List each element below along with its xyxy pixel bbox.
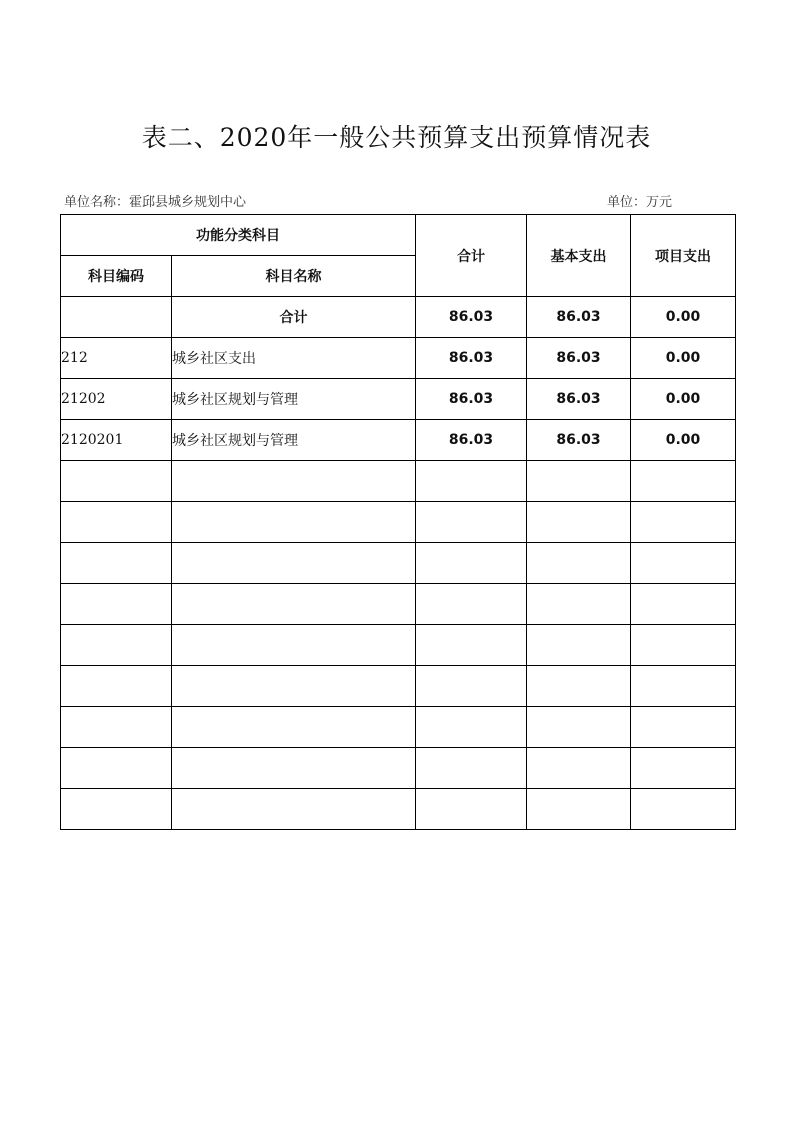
table-body <box>61 297 736 830</box>
basic-expenditure-cell <box>527 666 631 707</box>
subject-name-cell <box>172 666 416 707</box>
subject-code-cell <box>61 543 172 584</box>
total-cell <box>416 584 527 625</box>
table-row <box>61 666 736 707</box>
basic-expenditure-cell <box>527 625 631 666</box>
total-row-basic: 86.03 <box>527 297 631 338</box>
subject-code-cell: 2120201 <box>61 420 172 461</box>
total-cell <box>416 789 527 830</box>
table-row <box>61 461 736 502</box>
basic-expenditure-cell: 86.03 <box>527 338 631 379</box>
subject-name-cell <box>172 461 416 502</box>
total-cell: 86.03 <box>416 338 527 379</box>
subject-code-cell <box>61 707 172 748</box>
subject-code-cell <box>61 502 172 543</box>
subject-name-cell: 城乡社区支出 <box>172 338 416 379</box>
project-expenditure-cell: 0.00 <box>631 420 736 461</box>
subject-name-cell <box>172 543 416 584</box>
subject-name-cell: 城乡社区规划与管理 <box>172 420 416 461</box>
total-row <box>61 297 736 338</box>
total-cell <box>416 543 527 584</box>
total-cell <box>416 666 527 707</box>
subject-name-cell <box>172 625 416 666</box>
subject-code-cell <box>61 666 172 707</box>
project-expenditure-cell <box>631 461 736 502</box>
page-title: 表二、2020年一般公共预算支出预算情况表 <box>141 123 652 152</box>
total-row-label: 合计 <box>172 297 416 338</box>
subject-code-cell <box>61 584 172 625</box>
subject-code-cell: 21202 <box>61 379 172 420</box>
subject-name-cell <box>172 584 416 625</box>
total-cell <box>416 625 527 666</box>
basic-expenditure-cell <box>527 707 631 748</box>
basic-expenditure-cell <box>527 502 631 543</box>
header-project-expenditure: 项目支出 <box>631 215 736 297</box>
project-expenditure-cell <box>631 666 736 707</box>
header-basic-expenditure: 基本支出 <box>527 215 631 297</box>
basic-expenditure-cell <box>527 789 631 830</box>
basic-expenditure-cell: 86.03 <box>527 379 631 420</box>
table-row <box>61 420 736 461</box>
total-row-code-cell <box>61 297 172 338</box>
table-row <box>61 707 736 748</box>
header-subject-name: 科目名称 <box>172 256 416 297</box>
subject-code-cell <box>61 789 172 830</box>
table-row <box>61 748 736 789</box>
table-row <box>61 625 736 666</box>
subject-code-cell <box>61 625 172 666</box>
project-expenditure-cell <box>631 789 736 830</box>
header-total: 合计 <box>416 215 527 297</box>
table-row <box>61 789 736 830</box>
project-expenditure-cell <box>631 502 736 543</box>
project-expenditure-cell: 0.00 <box>631 379 736 420</box>
total-cell: 86.03 <box>416 420 527 461</box>
header-functional-category: 功能分类科目 <box>61 215 416 256</box>
subject-code-cell: 212 <box>61 338 172 379</box>
table-row <box>61 584 736 625</box>
total-cell <box>416 502 527 543</box>
subject-code-cell <box>61 461 172 502</box>
subject-name-cell <box>172 707 416 748</box>
subject-name-cell <box>172 748 416 789</box>
project-expenditure-cell <box>631 748 736 789</box>
subject-code-cell <box>61 748 172 789</box>
budget-table <box>60 214 736 830</box>
project-expenditure-cell <box>631 707 736 748</box>
project-expenditure-cell <box>631 543 736 584</box>
total-cell: 86.03 <box>416 379 527 420</box>
project-expenditure-cell: 0.00 <box>631 338 736 379</box>
total-cell <box>416 707 527 748</box>
project-expenditure-cell <box>631 584 736 625</box>
subject-name-cell <box>172 502 416 543</box>
project-expenditure-cell <box>631 625 736 666</box>
header-subject-code: 科目编码 <box>61 256 172 297</box>
total-cell <box>416 748 527 789</box>
table-row <box>61 502 736 543</box>
basic-expenditure-cell <box>527 461 631 502</box>
total-row-project: 0.00 <box>631 297 736 338</box>
subject-name-cell <box>172 789 416 830</box>
subject-name-cell: 城乡社区规划与管理 <box>172 379 416 420</box>
basic-expenditure-cell: 86.03 <box>527 420 631 461</box>
basic-expenditure-cell <box>527 543 631 584</box>
unit-label: 单位：万元 <box>607 195 673 210</box>
total-row-total: 86.03 <box>416 297 527 338</box>
unit-name-label: 单位名称：霍邱县城乡规划中心 <box>64 195 247 210</box>
table-row <box>61 543 736 584</box>
basic-expenditure-cell <box>527 584 631 625</box>
total-cell <box>416 461 527 502</box>
table-row <box>61 379 736 420</box>
table-row <box>61 338 736 379</box>
basic-expenditure-cell <box>527 748 631 789</box>
